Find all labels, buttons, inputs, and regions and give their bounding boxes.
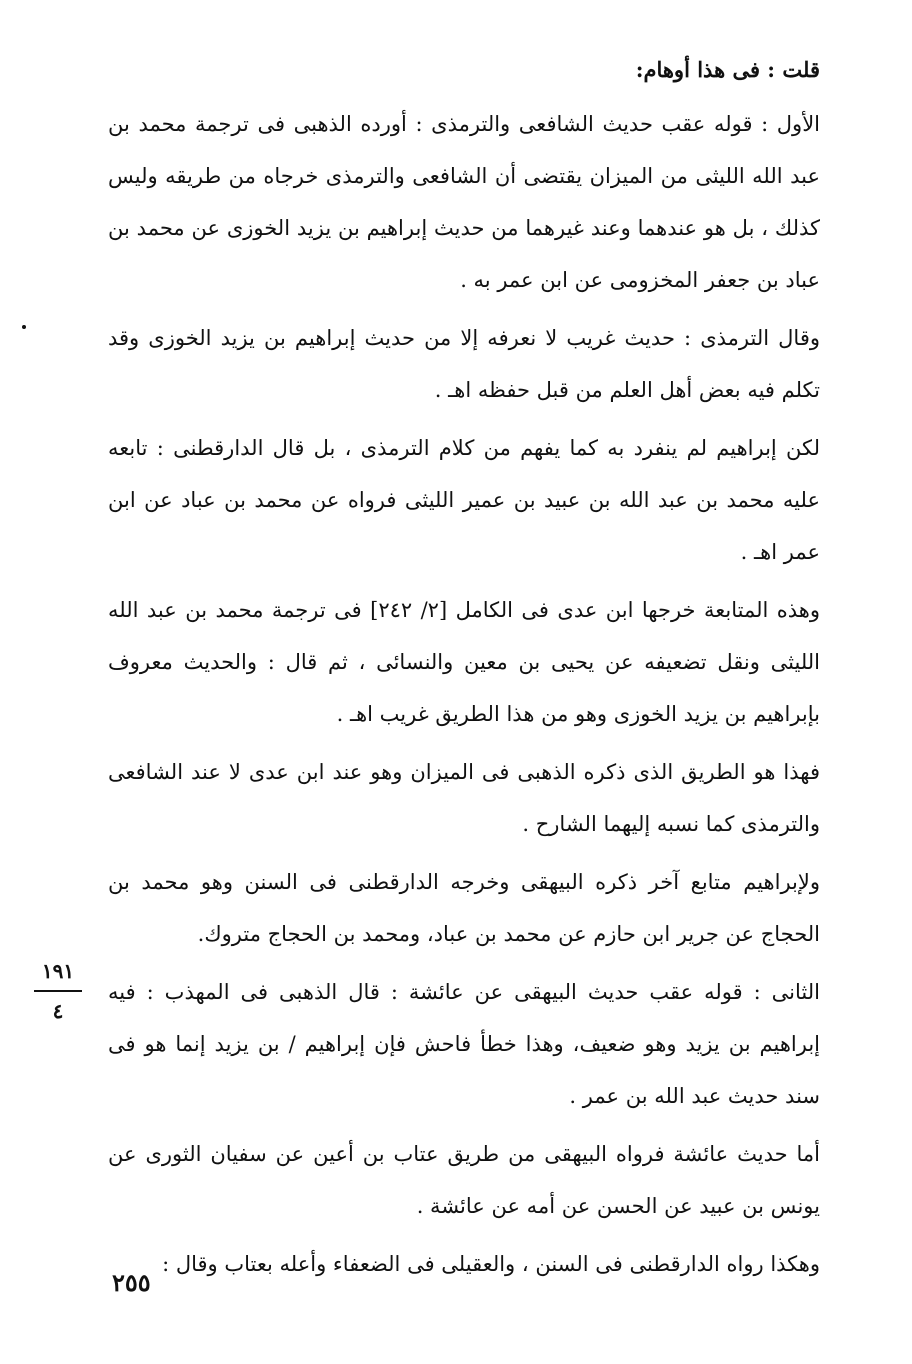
paragraph: أما حديث عائشة فرواه البيهقى من طريق عتاب بن أعين عن سفيان الثورى عن يونس بن عبيد عن الحسن عن أمه عن عائشة . [108,1142,820,1218]
main-text-block [108,44,820,1296]
margin-reference-part: ٤ [52,999,64,1023]
margin-dot [22,325,26,329]
margin-reference-volume-page: ١٩١ [41,959,75,983]
paragraph: فهذا هو الطريق الذى ذكره الذهبى فى الميزان وهو عند ابن عدى لا عند الشافعى والترمذى كما نسبه إليهما الشارح . [108,760,820,836]
paragraph: الأول : قوله عقب حديث الشافعى والترمذى : أورده الذهبى فى ترجمة محمد بن عبد الله الليثى من الميزان يقتضى أن الشافعى والترمذى خرجاه من طريقه وليس كذلك ، بل هو عندهما وعند غيرهما من حديث إبراهيم بن يزيد الخوزى عن محمد بن عباد بن جعفر المخزومى عن ابن عمر به . [108,112,820,292]
paragraph: وقال الترمذى : حديث غريب لا نعرفه إلا من حديث إبراهيم بن يزيد الخوزى وقد تكلم فيه بعض أهل العلم من قبل حفظه اهـ . [108,326,820,402]
paragraph: لكن إبراهيم لم ينفرد به كما يفهم من كلام الترمذى ، بل قال الدارقطنى : تابعه عليه محمد بن عبد الله بن عبيد بن عمير الليثى فرواه عن محمد بن عباد عن ابن عمر اهـ . [108,436,820,564]
paragraph: وهذه المتابعة خرجها ابن عدى فى الكامل [٢/ ٢٤٢] فى ترجمة محمد بن عبد الله الليثى ونقل تضعيفه عن يحيى بن معين والنسائى ، ثم قال : والحديث معروف بإبراهيم بن يزيد الخوزى وهو من هذا الطريق غريب اهـ . [108,598,820,726]
paragraph: الثانى : قوله عقب حديث البيهقى عن عائشة : قال الذهبى فى المهذب : فيه إبراهيم بن يزيد وهو ضعيف، وهذا خطأ فاحش فإن إبراهيم / بن يزيد إنما هو فى سند حديث عبد الله بن عمر . [108,980,820,1108]
paragraph: وهكذا رواه الدارقطنى فى السنن ، والعقيلى فى الضعفاء وأعله بعتاب وقال : [162,1252,820,1276]
paragraph: ولإبراهيم متابع آخر ذكره البيهقى وخرجه الدارقطنى فى السنن وهو محمد بن الحجاج عن جرير ابن حازم عن محمد بن عباد، ومحمد بن الحجاج متروك. [108,870,820,946]
margin-reference [30,958,86,1024]
margin-reference-rule [34,990,82,992]
page-number: ٢٥٥ [112,1268,151,1297]
section-heading: قلت : فى هذا أوهام: [635,57,820,82]
